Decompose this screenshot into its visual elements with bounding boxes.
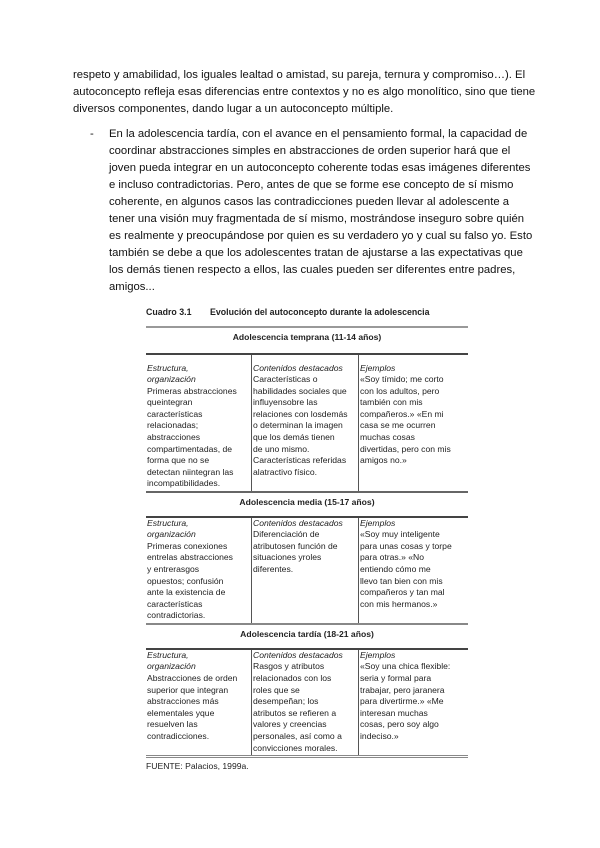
cell-text: Diferenciación de atributosen función de situaciones yroles diferentes.	[253, 529, 338, 574]
table-cell	[146, 650, 252, 755]
divider	[146, 326, 468, 328]
section-heading: Adolescencia temprana (11-14 años)	[232, 331, 382, 342]
column-header: Ejemplos	[360, 517, 396, 528]
table-cell	[146, 518, 252, 623]
section-heading: Adolescencia tardía (18-21 años)	[240, 628, 374, 639]
cell-text: Abstracciones de orden superior que integran abstracciones más elementales yque resuelven las contradicciones.	[147, 673, 238, 742]
column-header: Ejemplos	[360, 649, 396, 660]
table-cell	[252, 518, 359, 623]
table-row	[146, 516, 468, 625]
cell-text: Primeras conexiones entrelas abstracciones y entrerasgos opuestos; confusión ante la existencia de características contradictorias.	[147, 540, 233, 621]
column-header: Estructura, organización	[147, 649, 196, 672]
cell-text: «Soy tímido; me corto con los adultos, pero también con mis compañeros.» «En mi casa se me ocurren muchas cosas divertidas, pero con mis amigos no.»	[360, 374, 451, 466]
column-header: Estructura, organización	[147, 517, 196, 540]
table-source: FUENTE: Palacios, 1999a.	[146, 761, 249, 772]
divider	[146, 491, 468, 493]
table-cell	[359, 518, 468, 623]
column-header: Contenidos destacados	[253, 517, 343, 528]
cell-text: «Soy muy inteligente para unas cosas y torpe para otras.» «No entiendo cómo me llevo tan bien con mis compañeros y tan mal con mis hermanos.»	[360, 529, 452, 609]
table-row	[146, 353, 468, 492]
table-cell	[252, 355, 359, 492]
column-header: Contenidos destacados	[253, 649, 343, 660]
table-cell	[359, 355, 468, 492]
column-header: Contenidos destacados	[253, 362, 343, 373]
table-row	[146, 648, 468, 758]
column-header: Estructura, organización	[147, 362, 196, 385]
table-number: Cuadro 3.1	[146, 307, 192, 317]
section-heading: Adolescencia media (15-17 años)	[239, 496, 375, 507]
table-cell	[359, 650, 468, 755]
table	[146, 306, 468, 773]
body-paragraph: respeto y amabilidad, los iguales lealtad o amistad, su pareja, ternura y compromiso…). El autoconcepto refleja esas diferencias entre contextos y no es algo monolítico, sino que tiene diversos componentes, dando lugar a un autoconcepto múltiple.	[73, 69, 536, 115]
list-item-paragraph: En la adolescencia tardía, con el avance en el pensamiento formal, la capacidad de coordinar abstracciones simples en abstracciones de orden superior hará que el joven pueda integrar en un autoconcepto coherente todas esas imágenes diferentes e incluso contradictorias. Pero, antes de que se forme ese concepto de sí mismo coherente, en algunos casos las contradicciones pueden llevar al adolescente a tener una visión muy fragmentada de sí mismo, mostrándose inseguro sobre quién es realmente y preocupándose por quien es su verdadero yo y cual su falso yo. Esto también se debe a que los adolescentes tratan de ajustarse a las expectativas que los demás tienen respecto a ellos, las cuales pueden ser diferentes entre padres, amigos...	[109, 128, 533, 293]
table-caption	[146, 306, 468, 318]
column-header: Ejemplos	[360, 362, 396, 373]
cell-text: Primeras abstracciones queintegran características relacionadas; abstracciones compartimentadas, de forma que no se detectan niintegran las incompatibilidades.	[147, 385, 237, 489]
cell-text: Rasgos y atributos relacionados con los roles que se desempeñan; los atributos se refieren a valores y creencias personales, así como a convicciones morales.	[253, 661, 342, 753]
cell-text: «Soy una chica flexible: seria y formal para trabajar, pero jaranera para divertirme.» «Me interesan muchas cosas, pero soy algo indeciso.»	[360, 661, 451, 742]
list-bullet: -	[90, 128, 94, 140]
table-cell	[252, 650, 359, 755]
table-cell	[146, 355, 252, 492]
cell-text: Características o habilidades sociales que influyensobre las relaciones con losdemás o determinan la imagen que los demás tienen de uno mismo. Características referidas alatractivo físico.	[253, 374, 348, 477]
table-title: Evolución del autoconcepto durante la adolescencia	[210, 307, 430, 317]
